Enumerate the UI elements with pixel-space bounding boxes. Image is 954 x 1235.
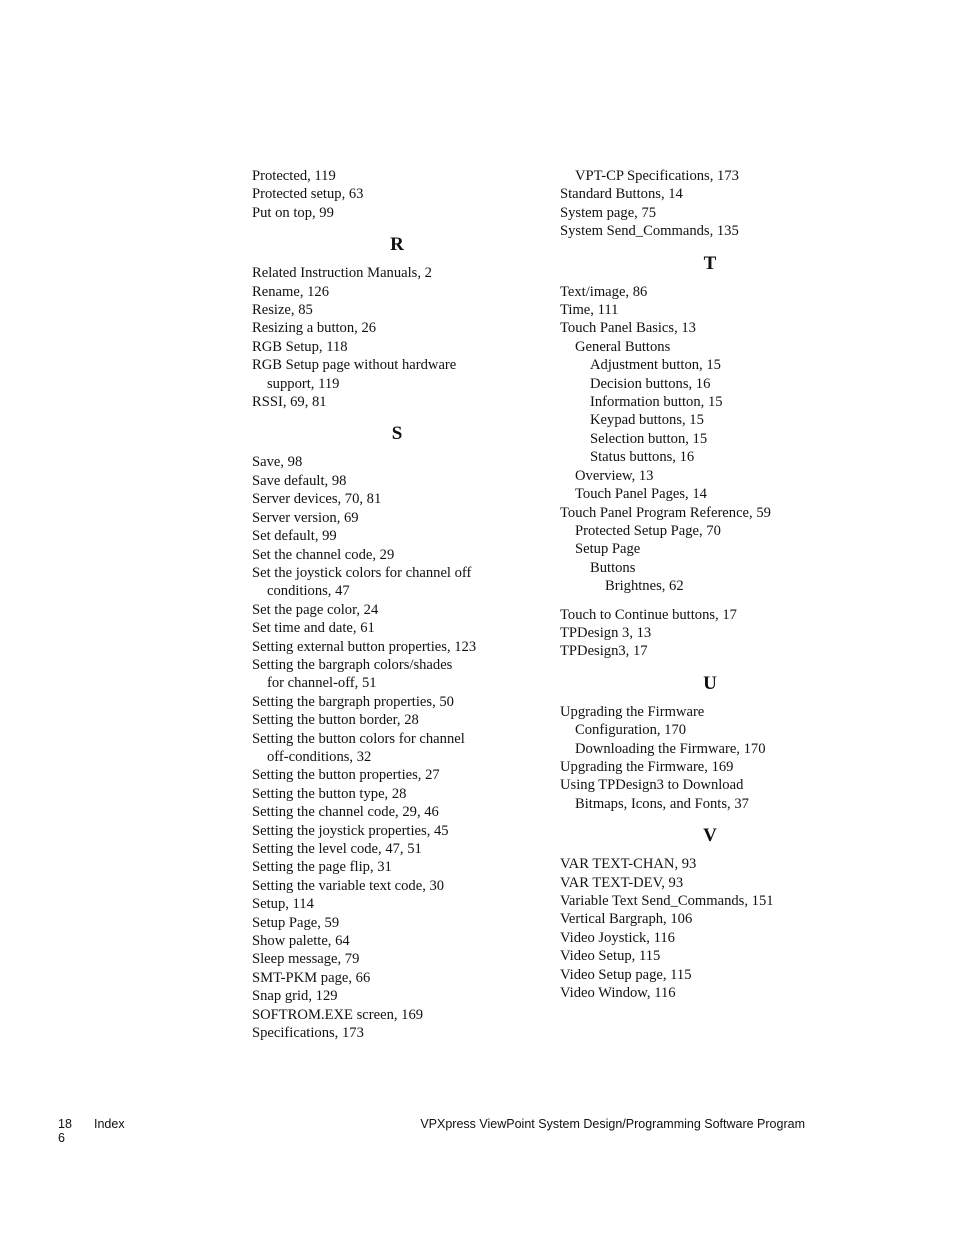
index-entry: VAR TEXT-CHAN, 93: [560, 856, 697, 873]
index-entry-continuation: Bitmaps, Icons, and Fonts, 37: [575, 795, 749, 812]
index-column-right: [560, 167, 860, 1002]
index-subentry: Touch Panel Pages, 14: [575, 486, 707, 503]
index-entry-continuation: off-conditions, 32: [267, 748, 372, 765]
index-entry: Specifications, 173: [252, 1025, 364, 1042]
index-entry-continuation: support, 119: [267, 375, 340, 392]
index-entry: Time, 111: [560, 302, 619, 319]
index-entry: Protected setup, 63: [252, 186, 364, 203]
index-subentry: Decision buttons, 16: [590, 375, 711, 392]
index-subentry: VPT-CP Specifications, 173: [575, 168, 739, 184]
index-entry: VAR TEXT-DEV, 93: [560, 874, 684, 891]
index-subentry: General Buttons: [575, 338, 671, 355]
index-entry: TPDesign3, 17: [560, 643, 648, 660]
index-entry: RGB Setup page without hardware: [252, 357, 457, 374]
index-entry: Setting the variable text code, 30: [252, 877, 445, 894]
index-section-letter: U: [703, 672, 717, 694]
index-entry: Put on top, 99: [252, 204, 334, 221]
index-entry: Sleep message, 79: [252, 951, 360, 968]
index-entry: Upgrading the Firmware, 169: [560, 758, 734, 775]
index-entry: Set time and date, 61: [252, 620, 375, 637]
index-entry: Save, 98: [252, 454, 303, 471]
index-entry: Resizing a button, 26: [252, 320, 377, 337]
index-subentry: Selection button, 15: [590, 430, 708, 447]
index-entry: Server version, 69: [252, 509, 359, 526]
index-entry-continuation: conditions, 47: [267, 583, 350, 600]
index-entry: Upgrading the Firmware: [560, 703, 705, 720]
index-entry: Setting the page flip, 31: [252, 859, 392, 876]
index-entry: Protected, 119: [252, 168, 336, 184]
index-subentry: Information button, 15: [590, 394, 723, 411]
index-entry: Text/image, 86: [560, 283, 648, 300]
index-subentry: Keypad buttons, 15: [590, 412, 704, 429]
index-entry: Touch to Continue buttons, 17: [560, 606, 737, 623]
index-entry: Set the channel code, 29: [252, 546, 395, 563]
index-entry: Touch Panel Program Reference, 59: [560, 504, 771, 521]
footer-section-name: Index: [94, 1117, 125, 1131]
index-entry: Using TPDesign3 to Download: [560, 777, 744, 794]
index-entry: Resize, 85: [252, 302, 313, 319]
index-entry-continuation: for channel-off, 51: [267, 675, 377, 692]
index-subentry: Status buttons, 16: [590, 449, 695, 466]
index-entry: Video Window, 116: [560, 985, 676, 1002]
index-entry: Related Instruction Manuals, 2: [252, 265, 432, 282]
index-entry: Vertical Bargraph, 106: [560, 911, 693, 928]
index-entry: SOFTROM.EXE screen, 169: [252, 1006, 424, 1023]
index-entry: Setting the button colors for channel: [252, 730, 465, 747]
index-entry: RSSI, 69, 81: [252, 394, 327, 411]
index-subentry: Setup Page: [575, 541, 641, 558]
index-subentry: Adjustment button, 15: [590, 357, 721, 374]
index-entry: Save default, 98: [252, 472, 347, 489]
index-entry: Setting the bargraph properties, 50: [252, 693, 454, 710]
index-entry: Video Setup page, 115: [560, 966, 692, 983]
index-entry: Server devices, 70, 81: [252, 491, 382, 508]
index-entry: Snap grid, 129: [252, 988, 338, 1005]
index-entry: Setting the joystick properties, 45: [252, 822, 449, 839]
index-entry: Setting the bargraph colors/shades: [252, 656, 453, 673]
index-section-letter: S: [391, 423, 403, 445]
index-entry: TPDesign 3, 13: [560, 624, 652, 641]
index-subentry: Buttons: [590, 559, 636, 576]
index-entry: Setup, 114: [252, 896, 314, 913]
footer-document-title: VPXpress ViewPoint System Design/Programming Software Program: [420, 1117, 805, 1131]
footer-page-number: 18 6: [58, 1117, 72, 1145]
index-entry: System Send_Commands, 135: [560, 223, 739, 240]
index-entry: Setting the level code, 47, 51: [252, 841, 422, 857]
index-entry: Setting the button properties, 27: [252, 767, 440, 784]
index-entry: Setting the channel code, 29, 46: [252, 804, 439, 821]
index-column-left: [252, 167, 542, 1042]
index-entry: Setting the button border, 28: [252, 712, 419, 729]
index-entry: Setting the button type, 28: [252, 785, 407, 802]
index-entry: Video Setup, 115: [560, 948, 661, 965]
index-subentry: Downloading the Firmware, 170: [575, 740, 766, 757]
index-entry: Standard Buttons, 14: [560, 186, 683, 203]
index-entry: Setup Page, 59: [252, 914, 340, 931]
index-subentry: Protected Setup Page, 70: [575, 522, 721, 539]
index-section-letter: T: [703, 252, 717, 274]
index-entry: SMT-PKM page, 66: [252, 969, 371, 986]
index-entry: Set default, 99: [252, 528, 337, 545]
index-entry: Show palette, 64: [252, 933, 350, 950]
index-spacer: [560, 596, 860, 606]
index-entry: Set the joystick colors for channel off: [252, 564, 472, 581]
index-entry: System page, 75: [560, 204, 657, 221]
index-entry: RGB Setup, 118: [252, 338, 348, 355]
index-subentry: Configuration, 170: [575, 722, 687, 739]
index-entry: Setting external button properties, 123: [252, 638, 477, 655]
index-subentry: Overview, 13: [575, 467, 654, 484]
index-entry: Set the page color, 24: [252, 601, 379, 618]
index-entry: Video Joystick, 116: [560, 929, 675, 946]
index-subentry: Brightnes, 62: [605, 578, 684, 595]
index-section-letter: R: [390, 234, 404, 256]
index-entry: Touch Panel Basics, 13: [560, 320, 696, 337]
index-entry: Rename, 126: [252, 283, 330, 300]
index-section-letter: V: [703, 825, 717, 847]
index-entry: Variable Text Send_Commands, 151: [560, 893, 774, 909]
